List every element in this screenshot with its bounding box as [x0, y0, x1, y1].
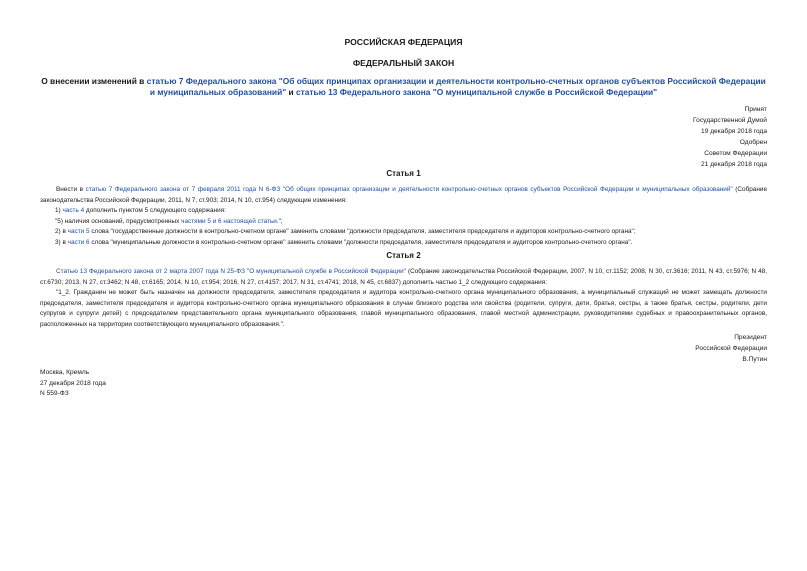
signature-line: Российской Федерации [695, 345, 767, 352]
article-1-heading: Статья 1 [386, 169, 421, 178]
text: (Собрание законодательства Российской Федерации, 2011, N 7, ст.903; 2014, N 10, ст.954) следующие изменения: [40, 186, 768, 204]
signature-block [695, 332, 767, 365]
signature-line: Президент [734, 334, 767, 341]
article-1-intro-link[interactable]: статью 7 Федерального закона от 7 февраля 2011 года N 6-ФЗ "Об общих принципах организации и деятельности контрольно-счетных органов субъектов Российской Федерации и муниципальных образований" [85, 186, 733, 193]
adoption-line: 21 декабря 2018 года [701, 160, 767, 168]
article-2-heading: Статья 2 [386, 251, 421, 260]
item-1-quote-link[interactable]: частями 5 и 6 настоящей статьи [181, 217, 277, 225]
item-3-link[interactable]: части 6 [67, 238, 90, 246]
article-1-item-2 [40, 227, 767, 238]
article-1-intro [40, 185, 767, 206]
text: слова "муниципальные должности в контрольно-счетном органе" заменить словами "должности председателя, заместителя председателя и аудиторов контрольно-счетного органа". [89, 238, 633, 246]
article-1-body [40, 185, 767, 249]
title-text: О внесении изменений в [41, 76, 147, 86]
country-heading: РОССИЙСКАЯ ФЕДЕРАЦИЯ [344, 37, 463, 47]
title-link-article13[interactable]: статью 13 Федерального закона "О муниципальной службе в Российской Федерации" [296, 87, 658, 97]
article-2-intro [40, 267, 767, 288]
item-2-link[interactable]: части 5 [67, 228, 90, 236]
text: 1) [55, 207, 63, 215]
text: 3) в [55, 238, 68, 246]
place-date-block [40, 368, 106, 400]
law-title [40, 76, 767, 98]
text: слова "государственные должности в контрольно-счетном органе" заменить словами "должности председателя, заместителя председателя и аудиторов контрольно-счетного органа"; [89, 228, 636, 236]
signature-line: В.Путин [742, 356, 767, 363]
law-number: N 559-ФЗ [40, 390, 69, 397]
text: Внести в [56, 186, 86, 193]
adoption-block [693, 105, 767, 170]
title-link-article7[interactable]: статью 7 Федерального закона "Об общих принципах организации и деятельности контрольно-счетных органов субъектов Российской Федерации и муниципальных образований" [146, 76, 766, 97]
adoption-line: Принят [744, 106, 767, 113]
adoption-line: 19 декабря 2018 года [701, 127, 767, 135]
article-1-item-3 [40, 238, 767, 249]
article-2-body [40, 267, 767, 331]
article-1-item-1 [40, 206, 767, 217]
place-line: Москва, Кремль [40, 369, 90, 376]
text: 2) в [55, 228, 68, 236]
text: "5) наличия оснований, предусмотренных [55, 217, 182, 225]
article-1-item-1-quote [40, 217, 767, 228]
adoption-line: Советом Федерации [704, 149, 767, 157]
article-2-intro-link[interactable]: Статью 13 Федерального закона от 2 марта 2007 года N 25-ФЗ "О муниципальной службе в Российской Федерации" [56, 268, 406, 275]
item-1-link[interactable]: часть 4 [62, 207, 85, 215]
adoption-line: Одобрен [739, 138, 767, 146]
title-text: и [286, 87, 296, 97]
text: ."; [276, 217, 283, 225]
text: дополнить пунктом 5 следующего содержания: [84, 207, 226, 215]
date-line: 27 декабря 2018 года [40, 379, 106, 387]
law-type-heading: ФЕДЕРАЛЬНЫЙ ЗАКОН [352, 58, 455, 68]
adoption-line: Государственной Думой [693, 116, 767, 124]
article-2-quote: "1_2. Гражданин не может быть назначен на должности председателя, заместителя председателя и аудитора контрольно-счетного органа муниципального образования, а муниципальный служащий не может замещать должности председателя, заместителя председателя и аудитора контрольно-счетного органа муниципального образования в случае близкого родства или свойства (родители, супруги, дети, братья, сестры, а также братья, сестры, родители, дети супругов и супруги детей) с председателем представительного органа муниципального образования, главой муниципального образования, главой местной администрации, руководителями судебных и правоохранительных органов, расположенных на территории соответствующего муниципального образования.". [40, 289, 767, 328]
text: (Собрание законодательства Российской Федерации, 2007, N 10, ст.1152; 2008, N 30, ст.3616; 2011, N 43, ст.5976; N 48, ст.6730; 2013, N 27, ст.3462; N 48, ст.6165; 2014, N 10, ст.954; 2016, N 27, ст.4157; 2017, N 31, ст.4741; 2018, N 45, ст.6837) дополнить частью 1_2 следующего содержания: [40, 268, 767, 286]
